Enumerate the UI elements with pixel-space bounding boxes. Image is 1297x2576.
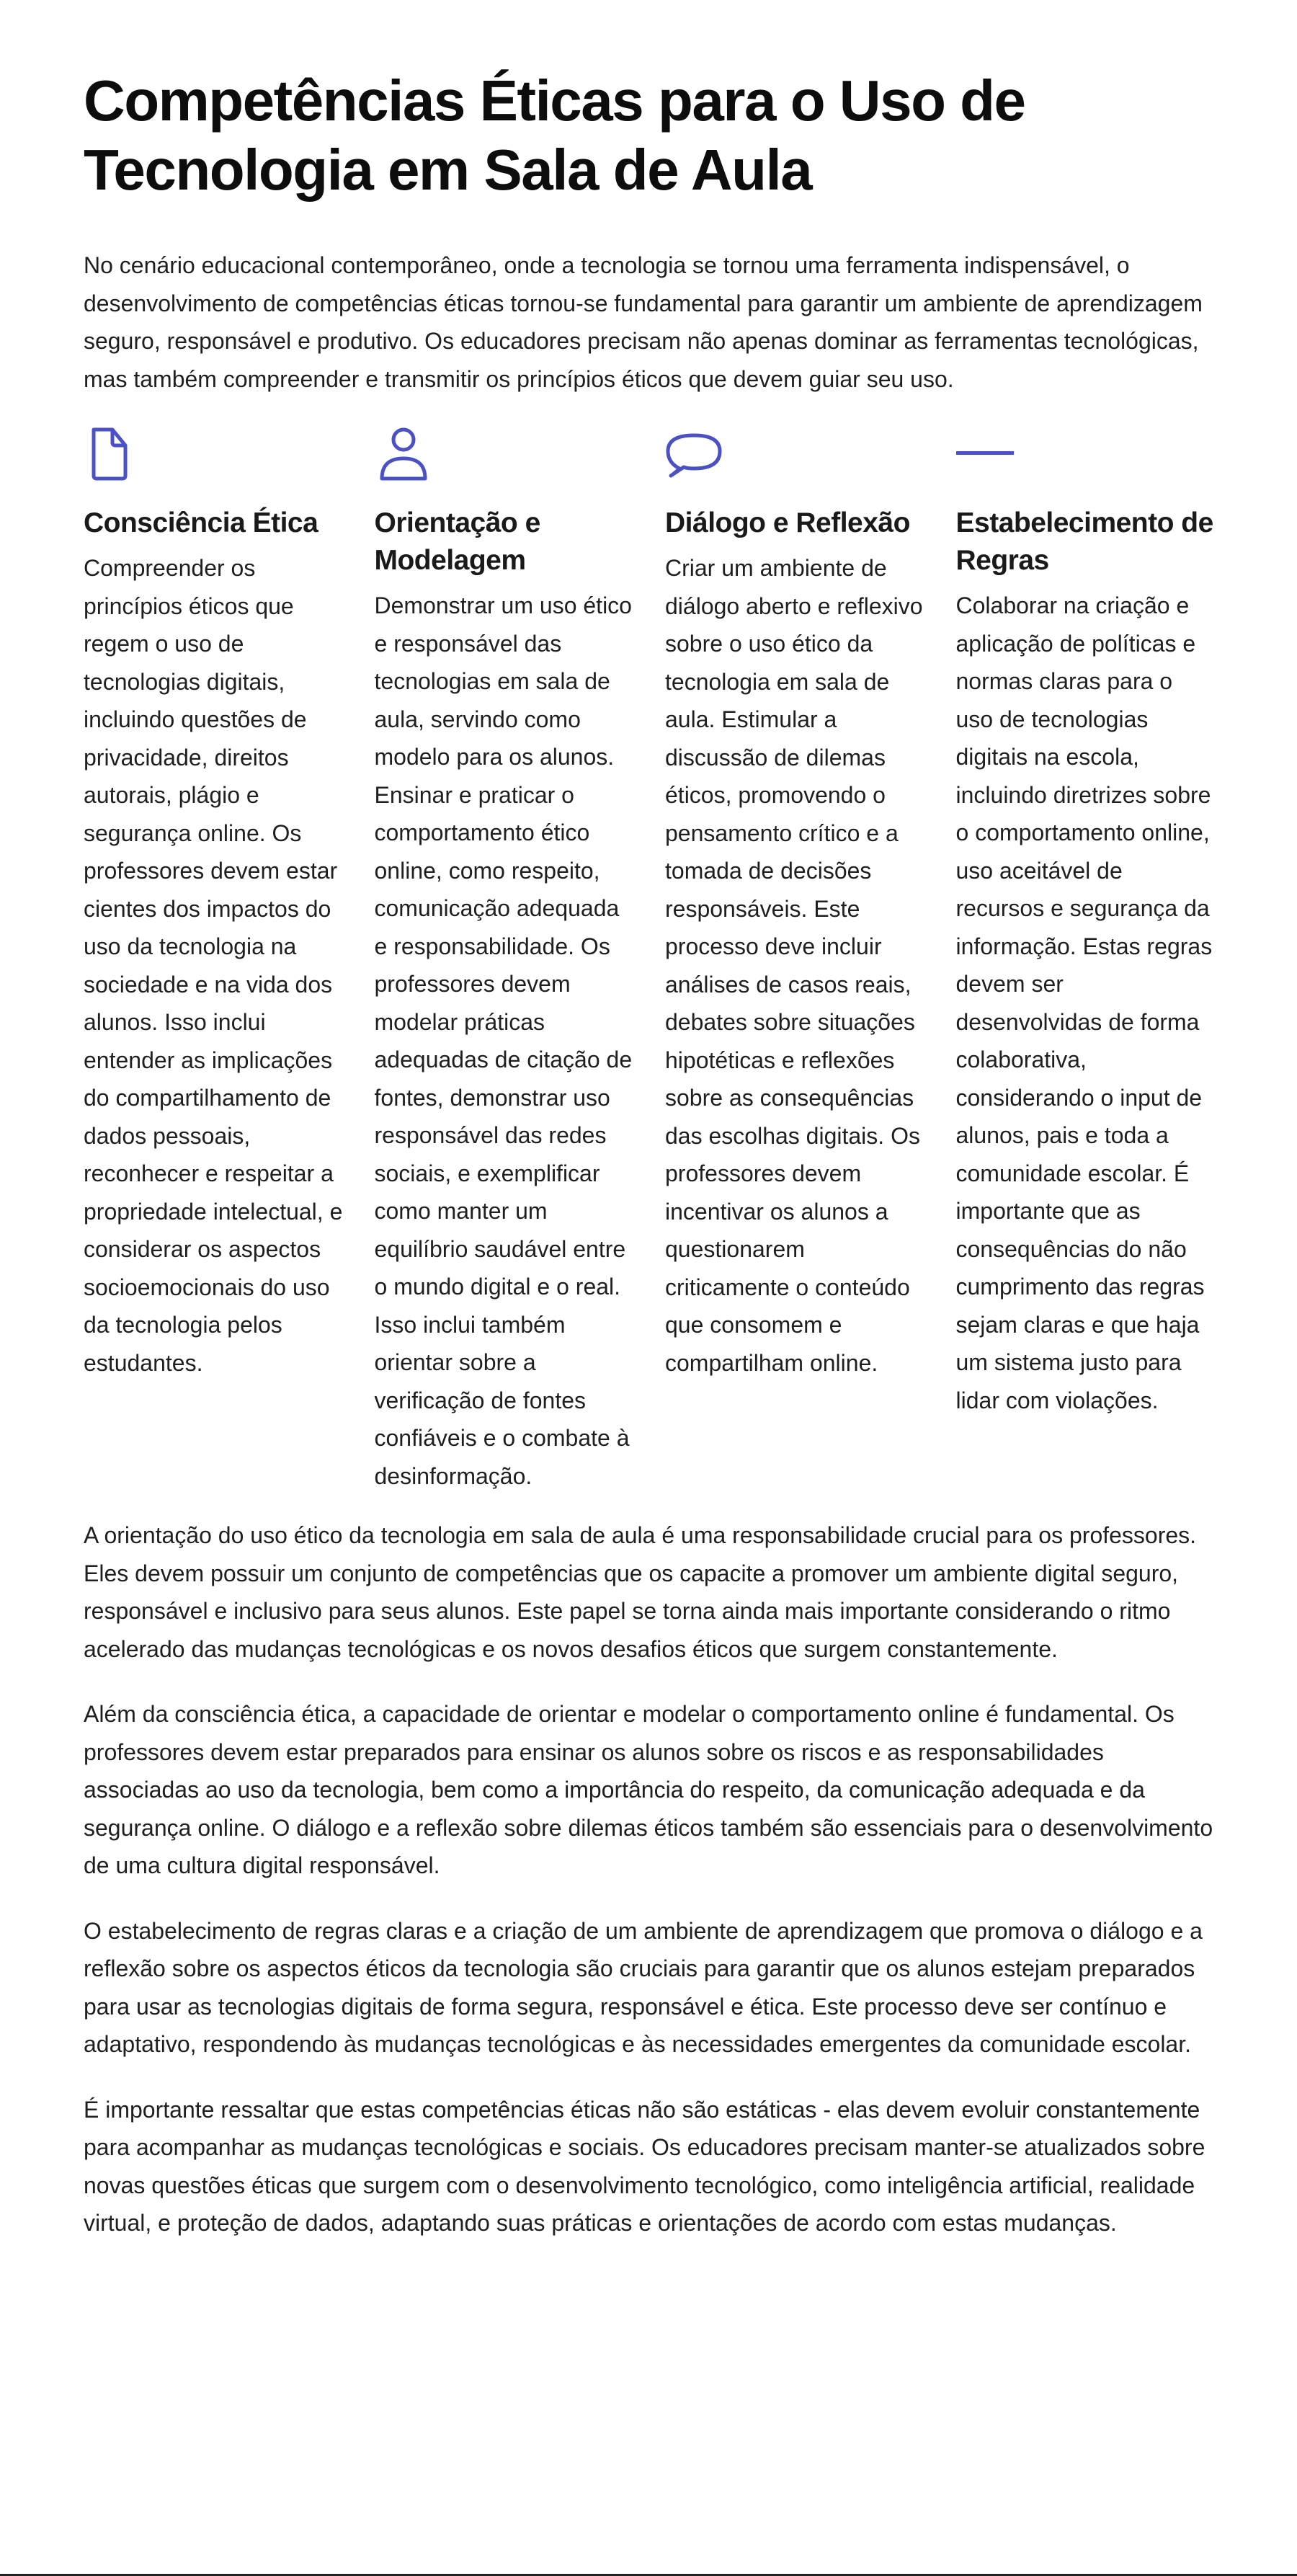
intro-paragraph: No cenário educacional contemporâneo, onde a tecnologia se tornou uma ferramenta indispensável, o desenvolvimento de competências éticas tornou-se fundamental para garantir um ambiente de aprendizagem seguro, responsável e produtivo. Os educadores precisam não apenas dominar as ferramentas tecnológicas, mas também compreender e transmitir os princípios éticos que devem guiar seu uso. [84, 252, 1203, 392]
competency-card [84, 425, 343, 1495]
competency-card [375, 425, 634, 1495]
minus-icon [956, 425, 1014, 483]
page-title: Competências Éticas para o Uso de Tecnologia em Sala de Aula [84, 68, 1025, 202]
card-heading: Orientação e Modelagem [374, 507, 540, 576]
card-heading: Diálogo e Reflexão [665, 507, 910, 538]
card-text: Criar um ambiente de diálogo aberto e reflexivo sobre o uso ético da tecnologia em sala de aula. Estimular a discussão de dilemas éticos, promovendo o pensamento crítico e a tomada de decisões responsáveis. Este processo deve incluir análises de casos reais, debates sobre situações hipotéticas e reflexões sobre as consequências das escolhas digitais. Os professores devem incentivar os alunos a questionarem criticamente o conteúdo que consomem e compartilham online. [665, 555, 923, 1376]
chat-bubble-icon [665, 425, 723, 483]
card-text: Colaborar na criação e aplicação de políticas e normas claras para o uso de tecnologias digitais na escola, incluindo diretrizes sobre o comportamento online, uso aceitável de recursos e segurança da informação. Estas regras devem ser desenvolvidas de forma colaborativa, considerando o input de alunos, pais e toda a comunidade escolar. É importante que as consequências do não cumprimento das regras sejam claras e que haja um sistema justo para lidar com violações. [955, 592, 1213, 1413]
card-text: Demonstrar um uso ético e responsável das tecnologias em sala de aula, servindo como modelo para os alunos. Ensinar e praticar o comportamento ético online, como respeito, comunicação adequada e responsabilidade. Os professores devem modelar práticas adequadas de citação de fontes, demonstrar uso responsável das redes sociais, e exemplificar como manter um equilíbrio saudável entre o mundo digital e o real. Isso inclui também orientar sobre a verificação de fontes confiáveis e o combate à desinformação. [374, 592, 633, 1489]
competency-card [956, 425, 1216, 1495]
card-heading: Estabelecimento de Regras [955, 507, 1213, 576]
document-icon [84, 425, 141, 483]
competency-card [665, 425, 924, 1495]
body-paragraph: A orientação do uso ético da tecnologia em sala de aula é uma responsabilidade crucial para os professores. Eles devem possuir um conjunto de competências que os capacite a promover um ambiente digital seguro, responsável e inclusivo para seus alunos. Este papel se torna ainda mais importante considerando o ritmo acelerado das mudanças tecnológicas e os novos desafios éticos que surgem constantemente. [84, 1522, 1197, 1662]
card-heading: Consciência Ética [84, 507, 318, 538]
body-paragraph: Além da consciência ética, a capacidade de orientar e modelar o comportamento online é fundamental. Os professores devem estar preparados para ensinar os alunos sobre os riscos e as responsabilidades associadas ao uso da tecnologia, bem como a importância do respeito, da comunicação adequada e da segurança online. O diálogo e a reflexão sobre dilemas éticos também são essenciais para o desenvolvimento de uma cultura digital responsável. [84, 1701, 1213, 1878]
card-text: Compreender os princípios éticos que regem o uso de tecnologias digitais, incluindo questões de privacidade, direitos autorais, plágio e segurança online. Os professores devem estar cientes dos impactos do uso da tecnologia na sociedade e na vida dos alunos. Isso inclui entender as implicações do compartilhamento de dados pessoais, reconhecer e respeitar a propriedade intelectual, e considerar os aspectos socioemocionais do uso da tecnologia pelos estudantes. [84, 555, 343, 1376]
competencies-grid [84, 425, 1215, 1495]
article [84, 66, 1215, 2270]
body-paragraph: É importante ressaltar que estas competências éticas não são estáticas - elas devem evoluir constantemente para acompanhar as mudanças tecnológicas e sociais. Os educadores precisam manter-se atualizados sobre novas questões éticas que surgem com o desenvolvimento tecnológico, como inteligência artificial, realidade virtual, e proteção de dados, adaptando suas práticas e orientações de acordo com estas mudanças. [84, 2096, 1205, 2236]
user-icon [375, 425, 432, 483]
body-paragraph: O estabelecimento de regras claras e a criação de um ambiente de aprendizagem que promova o diálogo e a reflexão sobre os aspectos éticos da tecnologia são cruciais para garantir que os alunos estejam preparados para usar as tecnologias digitais de forma segura, responsável e ética. Este processo deve ser contínuo e adaptativo, respondendo às mudanças tecnológicas e às necessidades emergentes da comunidade escolar. [84, 1917, 1203, 2057]
